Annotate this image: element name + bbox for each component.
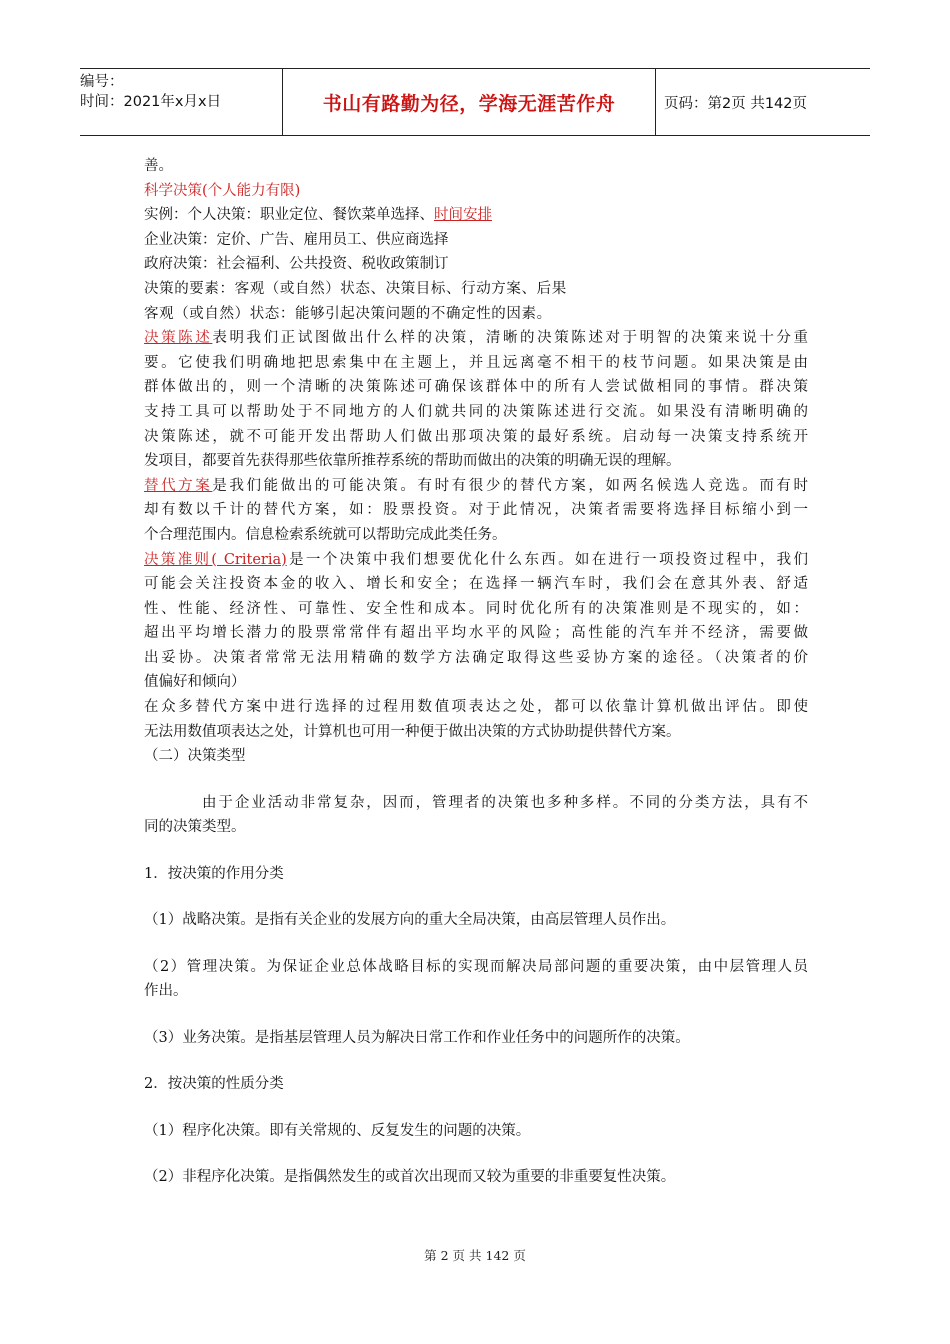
paragraph-line: （3）业务决策。是指基层管理人员为解决日常工作和作业任务中的问题所作的决策。 bbox=[144, 1029, 690, 1046]
body-line: 发项目，都要首先获得那些依靠所推荐系统的帮助而做出的决策的明确无误的理解。 bbox=[144, 453, 681, 470]
paragraph-line: 由于企业活动非常复杂，因而，管理者的决策也多种多样。不同的分类方法，具有不 bbox=[202, 794, 808, 811]
body-line: 出妥协。决策者常常无法用精确的数学方法确定取得这些妥协方案的途径。（决策者的价 bbox=[144, 649, 808, 666]
body-line bbox=[144, 548, 808, 573]
body-text: 是一个决策中我们想要优化什么东西。如在进行一项投资过程中，我们 bbox=[286, 551, 808, 568]
paragraph-line: 同的决策类型。 bbox=[144, 819, 246, 836]
document-number-label: 编号： bbox=[80, 74, 124, 90]
link-decision-statement[interactable]: 决策陈述 bbox=[144, 330, 213, 347]
body-line: 客观（或自然）状态：能够引起决策问题的不确定性的因素。 bbox=[144, 305, 552, 322]
section-heading-scientific-decision: 科学决策(个人能力有限) bbox=[144, 182, 301, 199]
body-line: 值偏好和倾向） bbox=[144, 674, 246, 691]
page-header bbox=[80, 68, 870, 136]
paragraph-line: （2）非程序化决策。是指偶然发生的或首次出现而又较为重要的非重要复性决策。 bbox=[144, 1169, 676, 1186]
subheading-by-role: 1．按决策的作用分类 bbox=[144, 865, 284, 882]
paragraph-line: （2）管理决策。为保证企业总体战略目标的实现而解决局部问题的重要决策，由中层管理人员 bbox=[144, 958, 808, 975]
body-line: 无法用数值项表达之处，计算机也可用一种便于做出决策的方式协助提供替代方案。 bbox=[144, 723, 681, 740]
body-line: 群体做出的，则一个清晰的决策陈述可确保该群体中的所有人尝试做相同的事情。群决策 bbox=[144, 379, 808, 396]
body-line: 支持工具可以帮助处于不同地方的人们就共同的决策陈述进行交流。如果没有清晰明确的 bbox=[144, 403, 808, 420]
body-line bbox=[144, 326, 808, 351]
document-date-label: 时间：2021年x月x日 bbox=[80, 94, 222, 110]
body-line: 政府决策：社会福利、公共投资、税收政策制订 bbox=[144, 256, 449, 273]
subheading-by-nature: 2．按决策的性质分类 bbox=[144, 1076, 284, 1093]
body-text: 是我们能做出的可能决策。有时有很少的替代方案，如两名候选人竞选。而有时 bbox=[212, 477, 809, 494]
page-footer: 第 2 页 共 142 页 bbox=[424, 1248, 526, 1263]
paragraph-line: （1）战略决策。是指有关企业的发展方向的重大全局决策，由高层管理人员作出。 bbox=[144, 912, 676, 929]
body-line: 企业决策：定价、广告、雇用员工、供应商选择 bbox=[144, 231, 449, 248]
header-meta bbox=[80, 69, 282, 135]
body-line: 超出平均增长潜力的股票常常伴有超出平均水平的风险；高性能的汽车并不经济，需要做 bbox=[144, 625, 808, 642]
body-line: 决策陈述，就不可能开发出帮助人们做出那项决策的最好系统。启动每一决策支持系统开 bbox=[144, 428, 808, 445]
body-line bbox=[144, 203, 808, 228]
body-line bbox=[144, 474, 808, 499]
body-line: 在众多替代方案中进行选择的过程用数值项表达之处，都可以依靠计算机做出评估。即使 bbox=[144, 699, 808, 716]
paragraph-line: 作出。 bbox=[144, 983, 188, 1000]
header-page-label: 页码：第2页 共142页 bbox=[664, 95, 808, 112]
body-line: 个合理范围内。信息检索系统就可以帮助完成此类任务。 bbox=[144, 526, 507, 543]
body-line: 性、性能、经济性、可靠性、安全性和成本。同时优化所有的决策准则是不现实的，如： bbox=[144, 600, 808, 617]
link-time-schedule[interactable]: 时间安排 bbox=[434, 207, 492, 224]
body-line: 善。 bbox=[144, 158, 173, 174]
link-alternatives[interactable]: 替代方案 bbox=[144, 477, 213, 494]
document-body bbox=[144, 154, 808, 1190]
section-heading-decision-types: （二）决策类型 bbox=[144, 748, 246, 765]
body-line: 可能会关注投资本金的收入、增长和安全；在选择一辆汽车时，我们会在意其外表、舒适 bbox=[144, 576, 808, 593]
header-motto: 书山有路勤为径，学海无涯苦作舟 bbox=[282, 69, 656, 135]
body-line: 却有数以千计的替代方案，如：股票投资。对于此情况，决策者需要将选择目标缩小到一 bbox=[144, 502, 808, 519]
paragraph-line: （1）程序化决策。即有关常规的、反复发生的问题的决策。 bbox=[144, 1122, 531, 1139]
body-line: 要。它使我们明确地把思索集中在主题上，并且远离毫不相干的枝节问题。如果决策是由 bbox=[144, 354, 808, 371]
body-text: 实例：个人决策：职业定位、餐饮菜单选择、 bbox=[144, 207, 434, 224]
body-text: 表明我们正试图做出什么样的决策，清晰的决策陈述对于明智的决策来说十分重 bbox=[212, 330, 809, 347]
body-line: 决策的要素：客观（或自然）状态、决策目标、行动方案、后果 bbox=[144, 280, 567, 297]
link-decision-criteria[interactable]: 决策准则( Criteria) bbox=[144, 551, 287, 568]
